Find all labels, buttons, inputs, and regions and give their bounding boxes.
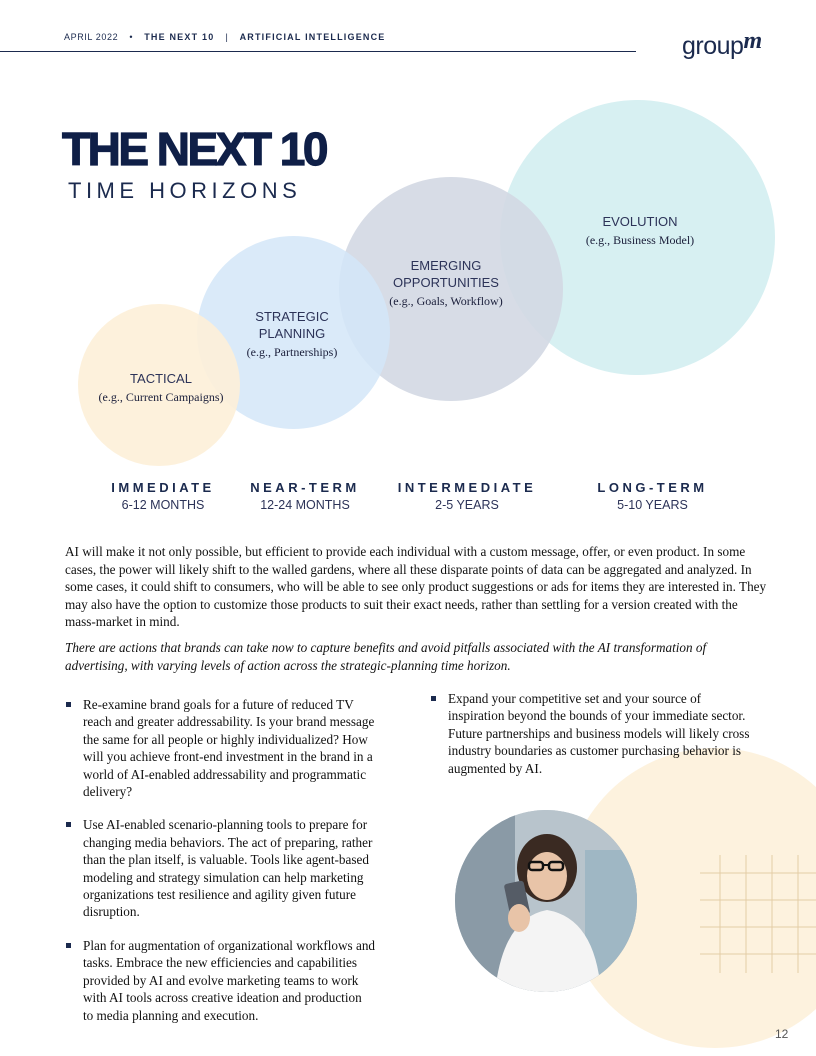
page-subtitle: TIME HORIZONS (68, 178, 302, 203)
header-date: APRIL 2022 (64, 32, 119, 42)
bullet-list-left (65, 696, 375, 1040)
bullet-list-right (430, 690, 750, 793)
woman-with-phone-photo (455, 810, 637, 992)
bullet-item: Re-examine brand goals for a future of reduced TV reach and greater addressability. Is your brand message the same for all people or highly individualized? How will you achieve front-end investment in the brand in a world of AI-enabled addressability and programmatic delivery? (65, 696, 375, 800)
header-section: THE NEXT 10 (144, 32, 215, 42)
horizon-range: 5-10 YEARS (617, 498, 688, 512)
logo-mark: m (743, 28, 762, 54)
header-topic: ARTIFICIAL INTELLIGENCE (239, 32, 386, 42)
label-evolution (560, 213, 720, 249)
tactical-example: (e.g., Current Campaigns) (98, 390, 224, 404)
body-paragraph-italic: There are actions that brands can take now to capture benefits and avoid pitfalls associated with the AI transformation of advertising, with varying levels of action across the strategic-planning time horizon. (65, 640, 707, 673)
evolution-name: EVOLUTION (602, 214, 678, 229)
bullet-item: Plan for augmentation of organizational workflows and tasks. Embrace the new efficiencies and capabilities provided by AI and evolve marketing teams to work with AI tools across creative ideation and production to media planning and execution. (65, 937, 375, 1024)
horizon-name: LONG-TERM (597, 480, 708, 495)
header-dot: • (129, 32, 134, 42)
horizon-range: 2-5 YEARS (435, 498, 499, 512)
label-strategic (212, 308, 372, 361)
decorative-grid (700, 855, 816, 973)
bullet-item: Expand your competitive set and your source of inspiration beyond the bounds of your immediate sector. Future partnerships and business models will likely cross industry boundaries as customer purchasing behavior is augmented by AI. (430, 690, 750, 777)
horizon-name: INTERMEDIATE (397, 480, 537, 495)
horizon-intermediate (387, 480, 547, 512)
label-emerging (366, 257, 526, 310)
horizon-name: IMMEDIATE (111, 480, 215, 495)
horizon-long-term (575, 480, 730, 512)
running-header (64, 32, 386, 42)
evolution-example: (e.g., Business Model) (585, 233, 695, 247)
page-number: 12 (775, 1027, 789, 1041)
emerging-name: EMERGING OPPORTUNITIES (393, 258, 499, 290)
bullet-item: Use AI-enabled scenario-planning tools to prepare for changing media behaviors. The act of preparing, rather than the plan itself, is valuable. Tools like agent-based modeling and strategy simulation can help marketing organizations test resilience and agility given future disruption. (65, 816, 375, 920)
horizon-near-term (230, 480, 380, 512)
page-title: THE NEXT 10 (62, 123, 326, 175)
label-tactical (80, 370, 242, 406)
horizon-name: NEAR-TERM (250, 480, 360, 495)
horizon-range: 6-12 MONTHS (121, 498, 205, 512)
emerging-example: (e.g., Goals, Workflow) (389, 294, 503, 308)
horizon-immediate (88, 480, 238, 512)
body-paragraph: AI will make it not only possible, but efficient to provide each individual with a custom message, offer, or even product. In some cases, the power will likely shift to the walled gardens, where all these disparate points of data can be aggregated and analyzed. In some cases, it could shift to consumers, who will be able to see only product suggestions or ads for items they are interested in. They may also have the option to customize those products to suit their exact needs, rather than settling for a version created with the mass-market in mind. (65, 544, 767, 630)
strategic-name: STRATEGIC PLANNING (255, 309, 329, 341)
tactical-name: TACTICAL (130, 371, 192, 386)
groupm-logo (682, 28, 762, 61)
horizon-range: 12-24 MONTHS (260, 498, 350, 512)
header-rule (0, 51, 636, 52)
logo-text: group (682, 32, 744, 60)
strategic-example: (e.g., Partnerships) (246, 345, 338, 359)
header-divider: | (225, 32, 229, 42)
